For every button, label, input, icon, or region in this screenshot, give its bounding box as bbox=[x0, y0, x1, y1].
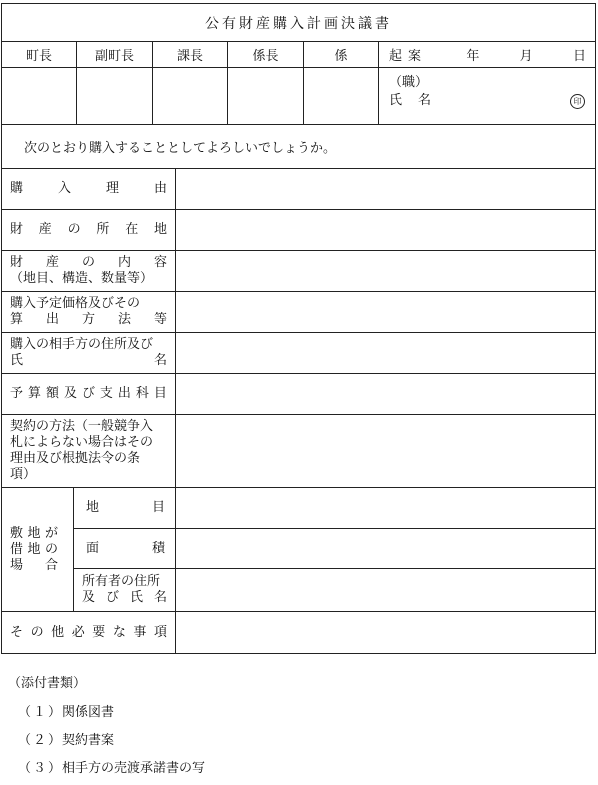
stamp-box-deputy-mayor[interactable] bbox=[77, 68, 153, 124]
attachments-section bbox=[8, 672, 588, 785]
contents-field[interactable] bbox=[176, 251, 595, 291]
contract-method-label: 契約の方法（一般競争入 札によらない場合はその 理由及び根拠法令の条 項） bbox=[2, 415, 176, 487]
drafter-box[interactable] bbox=[379, 68, 595, 124]
approval-stamp-row bbox=[2, 68, 595, 125]
area-row bbox=[74, 529, 595, 570]
budget-field[interactable] bbox=[176, 374, 595, 414]
budget-row bbox=[2, 374, 595, 415]
contract-method-row bbox=[2, 415, 595, 488]
owner-label: 所有者の住所 及 び 氏 名 bbox=[74, 569, 176, 611]
approval-header-section-chief: 課長 bbox=[153, 42, 228, 67]
day-label: 日 bbox=[572, 49, 587, 64]
counterparty-field[interactable] bbox=[176, 333, 595, 373]
position-label: （職） bbox=[389, 75, 429, 90]
land-category-label: 地 目 bbox=[74, 488, 176, 528]
land-category-row bbox=[74, 488, 595, 529]
approval-header-unit-chief: 係長 bbox=[228, 42, 304, 67]
seal-icon: 印 bbox=[570, 94, 585, 109]
attachments-heading: （添付書類） bbox=[8, 676, 87, 691]
stamp-box-unit-chief[interactable] bbox=[228, 68, 304, 124]
approval-header-mayor: 町長 bbox=[2, 42, 77, 67]
intro-text: 次のとおり購入することとしてよろしいでしょうか。 bbox=[24, 141, 337, 156]
reason-row bbox=[2, 169, 595, 210]
counterparty-row bbox=[2, 333, 595, 374]
month-label: 月 bbox=[519, 49, 534, 64]
location-field[interactable] bbox=[176, 210, 595, 250]
price-label: 購入予定価格及びその 算 出 方 法 等 bbox=[2, 292, 176, 332]
year-label: 年 bbox=[466, 49, 481, 64]
area-label: 面 積 bbox=[74, 529, 176, 569]
price-field[interactable] bbox=[176, 292, 595, 332]
owner-row bbox=[74, 569, 595, 611]
contents-row bbox=[2, 251, 595, 292]
price-row bbox=[2, 292, 595, 333]
purchase-plan-form bbox=[1, 3, 596, 654]
stamp-box-section-chief[interactable] bbox=[153, 68, 228, 124]
leased-site-fields bbox=[74, 488, 595, 611]
attachment-item: （３） 相手方の売渡承諾書の写 bbox=[18, 761, 206, 776]
drafting-date-header bbox=[379, 42, 595, 67]
contents-label: 財 産 の 内 容 （地目、構造、数量等） bbox=[2, 251, 176, 291]
form-title: 公有財産購入計画決議書 bbox=[205, 15, 392, 32]
owner-field[interactable] bbox=[176, 569, 595, 611]
counterparty-label: 購入の相手方の住所及び 氏 名 bbox=[2, 333, 176, 373]
contract-method-field[interactable] bbox=[176, 415, 595, 487]
attachment-item: （１） 関係図書 bbox=[18, 705, 115, 720]
attachment-item: （２） 契約書案 bbox=[18, 733, 115, 748]
area-field[interactable] bbox=[176, 529, 595, 569]
reason-field[interactable] bbox=[176, 169, 595, 209]
intro-row bbox=[2, 125, 595, 169]
title-row bbox=[2, 4, 595, 42]
land-category-field[interactable] bbox=[176, 488, 595, 528]
stamp-box-staff[interactable] bbox=[304, 68, 379, 124]
leased-site-label: 敷 地 が 借 地 の 場 合 bbox=[2, 488, 74, 611]
reason-label: 購 入 理 由 bbox=[2, 169, 176, 209]
location-label: 財 産 の 所 在 地 bbox=[2, 210, 176, 250]
approval-header-deputy-mayor: 副町長 bbox=[77, 42, 153, 67]
name-label: 氏名 bbox=[389, 93, 448, 108]
approval-header-staff: 係 bbox=[304, 42, 379, 67]
location-row bbox=[2, 210, 595, 251]
leased-site-block bbox=[2, 488, 595, 612]
other-matters-field[interactable] bbox=[176, 612, 595, 653]
budget-label: 予 算 額 及 び 支 出 科 目 bbox=[2, 374, 176, 414]
stamp-box-mayor[interactable] bbox=[2, 68, 77, 124]
approval-header-row bbox=[2, 42, 595, 68]
other-matters-row bbox=[2, 612, 595, 653]
other-matters-label: そ の 他 必 要 な 事 項 bbox=[2, 612, 176, 653]
drafting-label: 起案 bbox=[389, 49, 428, 64]
